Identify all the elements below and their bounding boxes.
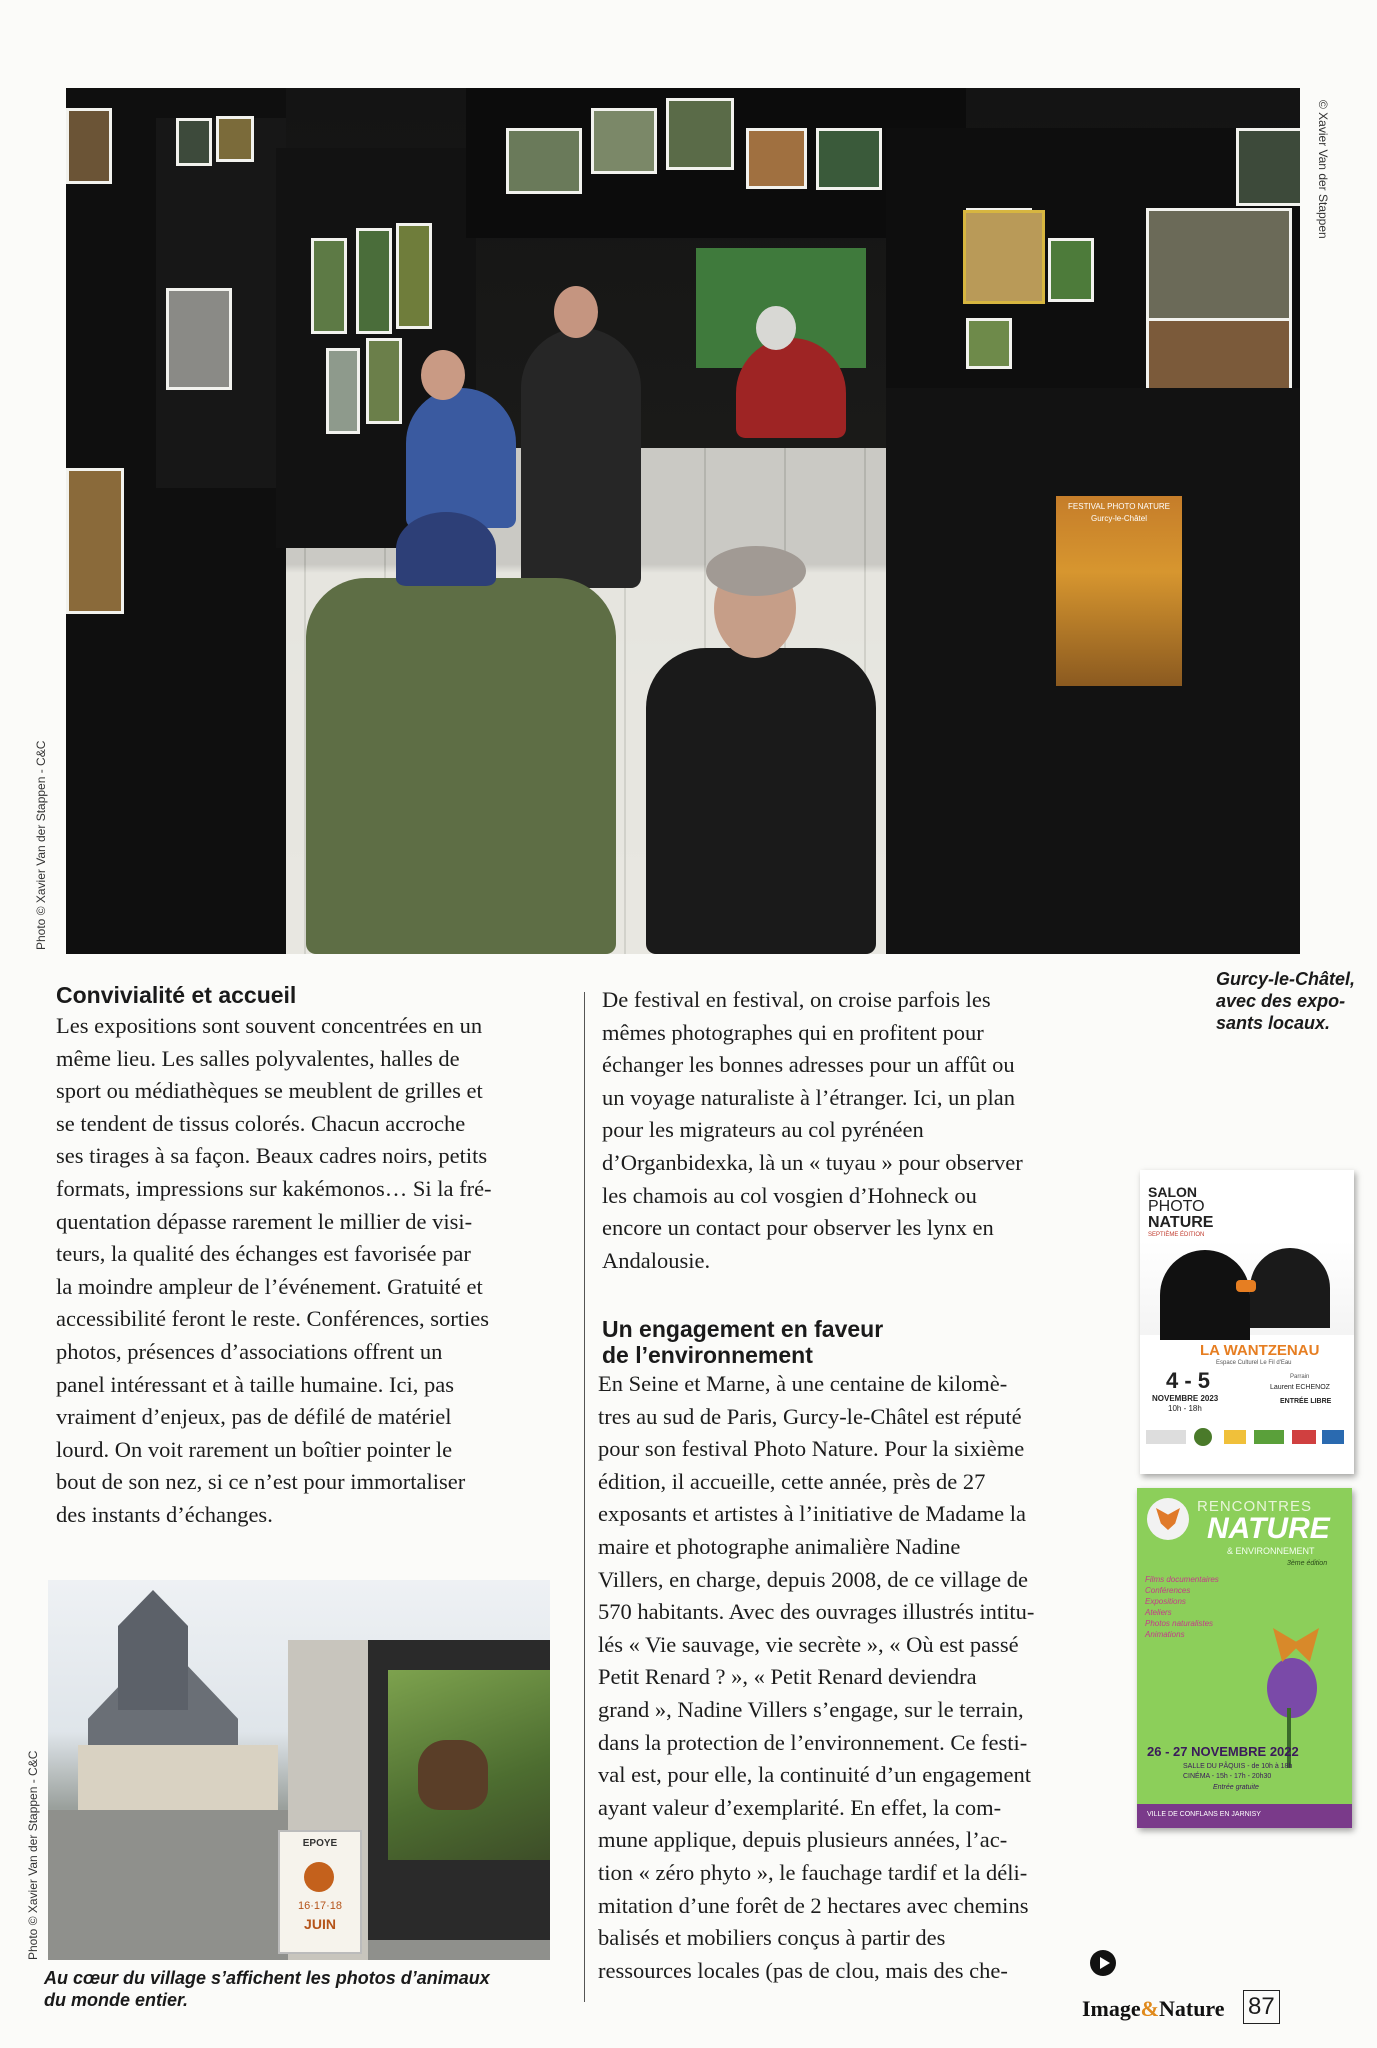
photo-print bbox=[356, 228, 392, 334]
caption-line: Gurcy-le-Châtel, bbox=[1216, 969, 1356, 989]
poster-venue-2: CINÉMA - 15h - 17h - 20h30 bbox=[1183, 1773, 1272, 1780]
poster-subtitle: Gurcy-le-Châtel bbox=[1090, 514, 1147, 523]
photo-print bbox=[311, 238, 347, 334]
poster-venue: Espace Culturel Le Fil d'Eau bbox=[1216, 1360, 1292, 1366]
text-line: maire et photographe animalière Nadine bbox=[598, 1533, 961, 1559]
photo-print bbox=[326, 348, 360, 434]
text-line: teurs, la qualité des échanges est favorisée par bbox=[56, 1241, 471, 1267]
photo-print bbox=[216, 116, 254, 162]
caption-line: Au cœur du village s’affichent les photos d’animaux bbox=[44, 1968, 490, 1988]
poster-salon-photo-nature bbox=[1140, 1170, 1354, 1474]
text-line: lés « Vie sauvage, vie secrète », « Où est passé bbox=[598, 1631, 1019, 1657]
photo-credit-main-left: Photo © Xavier Van der Stappen - C&C bbox=[34, 740, 48, 950]
photo-print bbox=[746, 128, 807, 189]
section2-body bbox=[598, 1368, 1118, 1987]
arrow-right-icon bbox=[1090, 1950, 1116, 1976]
text-line: panel intéressant et à taille humaine. Ici, pas bbox=[56, 1371, 454, 1397]
text-line: ayant valeur d’exemplarité. En effet, la com- bbox=[598, 1794, 1002, 1820]
sign-month: JUIN bbox=[304, 1916, 336, 1932]
grey-hair bbox=[706, 546, 806, 596]
text-line: Les expositions sont souvent concentrées en un bbox=[56, 1013, 483, 1038]
text-line: même lieu. Les salles polyvalentes, halles de bbox=[56, 1045, 460, 1071]
text-line: 570 habitants. Avec des ouvrages illustrés intitu- bbox=[598, 1599, 1035, 1625]
village-photo bbox=[48, 1580, 550, 1960]
text-line: mune applique, depuis plusieurs années, l’ac- bbox=[598, 1827, 1008, 1853]
poster-month: NOVEMBRE 2023 bbox=[1152, 1394, 1219, 1403]
text-line: ses tirages à sa façon. Beaux cadres noirs, petits bbox=[56, 1143, 488, 1169]
program-item: Expositions bbox=[1145, 1597, 1186, 1606]
text-line: val est, pour elle, la continuité d’un engagement bbox=[598, 1762, 1031, 1788]
framed-text bbox=[963, 210, 1045, 304]
poster-footer: VILLE DE CONFLANS EN JARNISY bbox=[1147, 1811, 1261, 1818]
text-line: tion « zéro phyto », le fauchage tardif et la déli- bbox=[598, 1859, 1028, 1885]
photo-print bbox=[396, 223, 432, 329]
bear bbox=[418, 1740, 488, 1810]
head bbox=[554, 286, 598, 338]
text-line: édition, il accueille, cette année, près de 27 bbox=[598, 1468, 986, 1494]
text-line: ressources locales (pas de clou, mais des che- bbox=[598, 1957, 1008, 1983]
event-sign bbox=[278, 1830, 362, 1954]
photo-print bbox=[816, 128, 882, 190]
text-line: d’Organbidexka, là un « tuyau » pour observer bbox=[602, 1149, 1023, 1175]
poster-title-2: NATURE bbox=[1207, 1512, 1330, 1545]
photo-print bbox=[1236, 128, 1300, 206]
text-line: formats, impressions sur kakémonos… Si la fré- bbox=[56, 1175, 492, 1201]
poster-footer-band bbox=[1137, 1804, 1352, 1828]
text-line: la moindre ampleur de l’événement. Gratuité et bbox=[56, 1273, 483, 1299]
poster-venue-1: SALLE DU PÂQUIS - de 10h à 18h bbox=[1183, 1763, 1293, 1770]
text-line: les chamois au col vosgien d’Hohneck ou bbox=[602, 1182, 977, 1208]
page-number: 87 bbox=[1243, 1990, 1280, 2024]
church-wall bbox=[78, 1745, 278, 1815]
poster-dates: 4 - 5 bbox=[1166, 1368, 1211, 1393]
fox-icon bbox=[1147, 1498, 1189, 1540]
man-green-shirt bbox=[306, 578, 616, 954]
blue-cap bbox=[396, 512, 496, 586]
poster-title-1: SALON bbox=[1148, 1184, 1197, 1200]
program-item: Ateliers bbox=[1145, 1608, 1172, 1617]
heading-line: de l’environnement bbox=[602, 1342, 813, 1368]
sign-title: EPOYE bbox=[302, 1838, 338, 1849]
text-line: échanger les bonnes adresses pour un affût ou bbox=[602, 1052, 1015, 1078]
text-line: Petit Renard ? », « Petit Renard deviendra bbox=[598, 1664, 977, 1690]
caption-village-photo bbox=[44, 1967, 564, 2011]
seated-woman bbox=[736, 338, 846, 438]
poster-hours: 10h - 18h bbox=[1168, 1404, 1202, 1413]
squirrel-icon bbox=[304, 1862, 334, 1892]
church-tower bbox=[118, 1590, 188, 1710]
poster-entry: ENTRÉE LIBRE bbox=[1280, 1398, 1332, 1405]
section-heading: Convivialité et accueil bbox=[56, 982, 297, 1008]
text-line: se tendent de tissus colorés. Chacun accroche bbox=[56, 1110, 466, 1136]
photo-print bbox=[1146, 318, 1292, 394]
text-line: Andalousie. bbox=[602, 1247, 711, 1273]
photo-credit-main-right: © Xavier Van der Stappen bbox=[1316, 100, 1330, 239]
photo-print bbox=[366, 338, 402, 424]
lynx-poster bbox=[66, 468, 124, 614]
poster-edition: 3ème édition bbox=[1287, 1560, 1328, 1567]
section1-body bbox=[56, 1010, 576, 1532]
text-line: lourd. On voit rarement un boîtier pointer le bbox=[56, 1436, 453, 1462]
text-line: En Seine et Marne, à une centaine de kilomè- bbox=[598, 1371, 1008, 1396]
photo-print bbox=[591, 108, 657, 174]
text-line: bout de son nez, si ce n’est pour immortaliser bbox=[56, 1469, 466, 1495]
heading-line: Un engagement en faveur bbox=[602, 1316, 884, 1342]
caption-line: du monde entier. bbox=[44, 1990, 189, 2010]
caption-line: avec des expo- bbox=[1216, 991, 1346, 1011]
festival-poster bbox=[1056, 496, 1182, 686]
standing-man-black bbox=[521, 328, 641, 588]
poster-parrain-label: Parrain bbox=[1290, 1374, 1310, 1380]
column2-intro bbox=[602, 984, 1122, 1277]
brand-part: Image bbox=[1082, 1996, 1141, 2021]
photo-print bbox=[966, 318, 1012, 369]
text-line: Villers, en charge, depuis 2008, de ce village de bbox=[598, 1566, 1028, 1592]
text-line: mitation d’une forêt de 2 hectares avec chemins bbox=[598, 1892, 1029, 1918]
poster-parrain: Laurent ECHENOZ bbox=[1270, 1384, 1330, 1391]
photo-print bbox=[1146, 208, 1292, 324]
poster-title: FESTIVAL PHOTO NATURE bbox=[1068, 502, 1170, 511]
poster-dates: 26 - 27 NOVEMBRE 2022 bbox=[1147, 1744, 1299, 1759]
poster-entry: Entrée gratuite bbox=[1213, 1784, 1259, 1791]
text-line: balisés et mobiliers conçus à partir des bbox=[598, 1925, 946, 1951]
brand-part: Nature bbox=[1158, 1996, 1225, 2021]
photo-print bbox=[666, 98, 734, 170]
text-line: encore un contact pour observer les lynx en bbox=[602, 1215, 994, 1241]
program-item: Photos naturalistes bbox=[1145, 1619, 1214, 1628]
text-line: exposants et artistes à l’initiative de Madame la bbox=[598, 1501, 1026, 1527]
puffins-illustration bbox=[1140, 1240, 1354, 1335]
text-line: photos, présences d’associations offrent un bbox=[56, 1338, 443, 1364]
photo-print bbox=[1048, 238, 1094, 302]
photo-credit-village: Photo © Xavier Van der Stappen - C&C bbox=[26, 1750, 40, 1960]
text-line: grand », Nadine Villers s’engage, sur le terrain, bbox=[598, 1696, 1024, 1722]
photo-print bbox=[166, 288, 232, 390]
poster-edition: SEPTIÈME ÉDITION bbox=[1148, 1232, 1205, 1238]
program-item: Films documentaires bbox=[1145, 1575, 1219, 1584]
caption-main-photo bbox=[1216, 968, 1366, 1034]
magazine-brand bbox=[1082, 1996, 1225, 2022]
text-line: pour les migrateurs au col pyrénéen bbox=[602, 1117, 924, 1143]
poster-program bbox=[1145, 1574, 1219, 1640]
program-item: Animations bbox=[1145, 1630, 1185, 1639]
poster-title-2: PHOTO bbox=[1148, 1198, 1205, 1215]
text-line: pour son festival Photo Nature. Pour la sixième bbox=[598, 1436, 1025, 1462]
caption-line: sants locaux. bbox=[1216, 1013, 1331, 1033]
text-line: accessibilité feront le reste. Conférences, sorties bbox=[56, 1306, 489, 1332]
brand-ampersand: & bbox=[1140, 1996, 1159, 2021]
butterfly-flower-illustration bbox=[1247, 1608, 1337, 1758]
text-line: sport ou médiathèques se meublent de grilles et bbox=[56, 1078, 483, 1104]
section-heading bbox=[602, 1316, 883, 1368]
head bbox=[421, 350, 465, 400]
poster-title-3: NATURE bbox=[1148, 1214, 1214, 1231]
text-line: De festival en festival, on croise parfois les bbox=[602, 987, 991, 1012]
text-line: dans la protection de l’environnement. Ce festi- bbox=[598, 1729, 1028, 1755]
poster-place: LA WANTZENAU bbox=[1200, 1342, 1320, 1359]
sign-dates: 16·17·18 bbox=[297, 1900, 343, 1912]
text-line: un voyage naturaliste à l’étranger. Ici, un plan bbox=[602, 1084, 1015, 1110]
text-line: tres au sud de Paris, Gurcy-le-Châtel est réputé bbox=[598, 1403, 1022, 1429]
text-line: quentation dépasse rarement le millier de visi- bbox=[56, 1208, 473, 1234]
text-line: mêmes photographes qui en profitent pour bbox=[602, 1019, 984, 1045]
seated-man bbox=[406, 388, 516, 528]
column-divider bbox=[584, 992, 585, 2002]
poster-title-1: RENCONTRES bbox=[1197, 1498, 1313, 1515]
head bbox=[756, 306, 796, 350]
text-line: des instants d’échanges. bbox=[56, 1501, 273, 1527]
text-line: vraiment d’enjeux, pas de défilé de matériel bbox=[56, 1404, 452, 1430]
photo-print bbox=[506, 128, 582, 194]
photo-print bbox=[66, 108, 112, 184]
poster-rencontres-nature bbox=[1137, 1488, 1352, 1828]
man-black-jacket bbox=[646, 648, 876, 954]
poster-title-3: & ENVIRONNEMENT bbox=[1227, 1546, 1315, 1556]
sponsor-logos bbox=[1146, 1426, 1346, 1450]
main-photo bbox=[66, 88, 1300, 954]
program-item: Conférences bbox=[1145, 1586, 1191, 1595]
photo-print bbox=[176, 118, 212, 166]
